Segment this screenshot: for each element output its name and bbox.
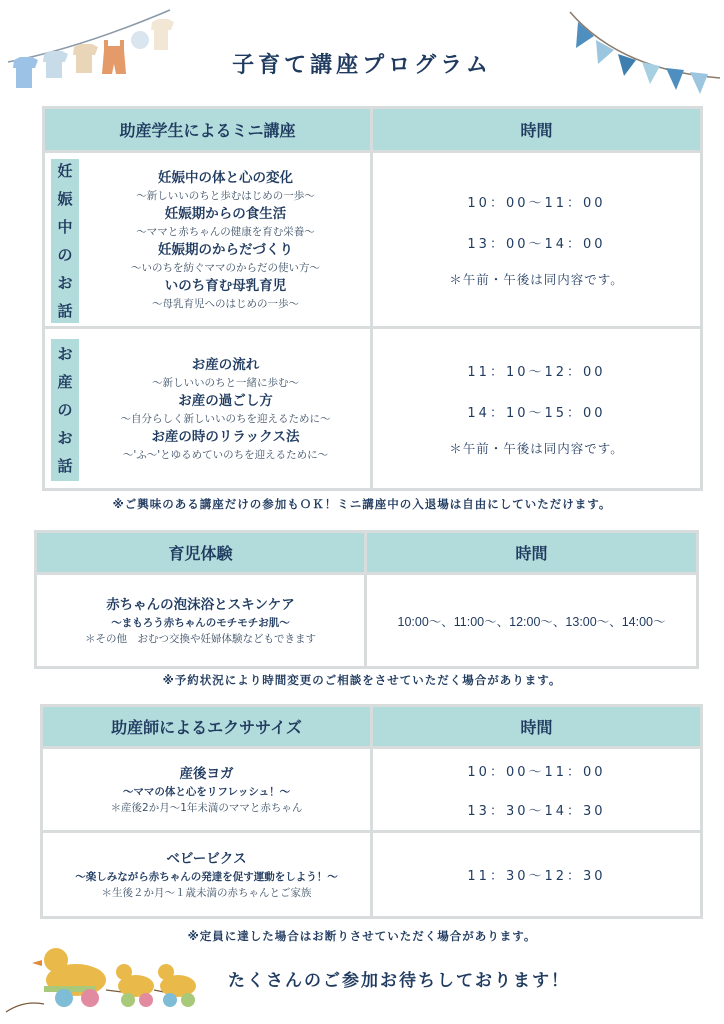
activity-note: ＊その他 おむつ交換や妊婦体験などもできます [85, 632, 316, 645]
lecture-title: お産の流れ [191, 356, 260, 373]
pregnancy-talk-label: 妊 娠 中 の お 話 [51, 159, 79, 323]
exercise-subtitle: 〜ママの体と心をリフレッシュ！〜 [122, 785, 291, 798]
lecture-list [81, 168, 370, 312]
lecture-title: 妊娠期からの食生活 [164, 205, 287, 222]
mini-lecture-footnote: ※ご興味のある講座だけの参加もＯＫ！ミニ講座中の入退場は自由にしていただけます。 [112, 497, 612, 511]
lecture-title: 妊娠中の体と心の変化 [158, 169, 293, 186]
lecture-subtitle: 〜新しいいのちと一緒に歩む〜 [152, 376, 299, 389]
time-note: ＊午前・午後は同内容です。 [449, 440, 624, 456]
birth-lecture-cell [44, 328, 372, 490]
lecture-subtitle: 〜新しいいのちと歩むはじめの一歩〜 [136, 189, 315, 202]
time-slot: 14：10〜15：00 [467, 405, 606, 421]
pregnancy-time-cell [372, 152, 702, 328]
duck-icon [116, 964, 154, 1007]
lecture-subtitle: 〜いのちを紡ぐママのからだの使い方〜 [131, 261, 320, 274]
childcare-experience-table [34, 530, 699, 669]
onesie-icon [151, 19, 174, 50]
mini-lecture-header: 助産学生によるミニ講座 [44, 108, 372, 152]
childcare-time-cell [366, 574, 698, 668]
exercise-table [40, 704, 703, 919]
lecture-title: 妊娠期のからだづくり [158, 241, 293, 258]
exercise-item-cell [42, 748, 372, 832]
exercise-title: 産後ヨガ [179, 765, 234, 782]
exercise-item-cell [42, 832, 372, 918]
duck-pull-toy-decoration [4, 940, 204, 1020]
exercise-time-cell [372, 832, 702, 918]
lecture-subtitle: 〜自分らしく新しいいのちを迎えるために〜 [120, 412, 331, 425]
time-slot: 10：00〜11：00 [467, 195, 606, 211]
closing-message: たくさんのご参加お待ちしております！ [228, 971, 570, 991]
childcare-item-cell [36, 574, 366, 668]
childcare-time-header: 時間 [366, 532, 698, 574]
duck-icon [32, 948, 106, 1007]
time-note: ＊午前・午後は同内容です。 [449, 271, 624, 287]
bib-icon [131, 31, 149, 49]
exercise-note: ＊産後2か月〜1年未満のママと赤ちゃん [110, 801, 303, 814]
exercise-subtitle: 〜楽しみながら赤ちゃんの発達を促す運動をしよう！〜 [75, 870, 338, 883]
duck-icon [158, 964, 196, 1007]
time-slots: 10:00〜、11:00〜、12:00〜、13:00〜、14:00〜 [397, 614, 666, 629]
childcare-footnote: ※予約状況により時間変更のご相談をさせていただく場合があります。 [162, 673, 562, 687]
lecture-subtitle: 〜'ふ〜'とゆるめていのちを迎えるために〜 [122, 448, 329, 461]
activity-subtitle: 〜まもろう赤ちゃんのモチモチお肌〜 [111, 616, 290, 629]
lecture-title: お産の時のリラックス法 [151, 428, 300, 445]
time-slot: 11：30〜12：30 [467, 869, 606, 884]
exercise-footnote: ※定員に達した場合はお断りさせていただく場合があります。 [187, 929, 537, 943]
time-slot: 13：00〜14：00 [467, 236, 606, 252]
lecture-subtitle: 〜ママと赤ちゃんの健康を育む栄養〜 [136, 225, 315, 238]
birth-time-cell [372, 328, 702, 490]
exercise-time-cell [372, 748, 702, 832]
exercise-header: 助産師によるエクササイズ [42, 706, 372, 748]
page-title: 子育て講座プログラム [232, 53, 492, 78]
activity-title: 赤ちゃんの泡沫浴とスキンケア [106, 596, 295, 613]
exercise-time-header: 時間 [372, 706, 702, 748]
pregnancy-lecture-cell [44, 152, 372, 328]
exercise-title: ベビービクス [166, 850, 247, 867]
time-slot: 11：10〜12：00 [467, 364, 606, 380]
time-slot: 10：00〜11：00 [467, 764, 606, 780]
lecture-subtitle: 〜母乳育児へのはじめの一歩〜 [152, 297, 299, 310]
lecture-title: お産の過ごし方 [178, 392, 273, 409]
lecture-list [81, 355, 370, 463]
mini-lecture-table [42, 106, 703, 491]
exercise-note: ＊生後２か月〜１歳未満の赤ちゃんとご家族 [101, 886, 312, 899]
birth-talk-label: お 産 の お 話 [51, 339, 79, 481]
childcare-header: 育児体験 [36, 532, 366, 574]
mini-lecture-time-header: 時間 [372, 108, 702, 152]
time-slot: 13：30〜14：30 [467, 803, 606, 819]
lecture-title: いのち育む母乳育児 [164, 277, 287, 294]
